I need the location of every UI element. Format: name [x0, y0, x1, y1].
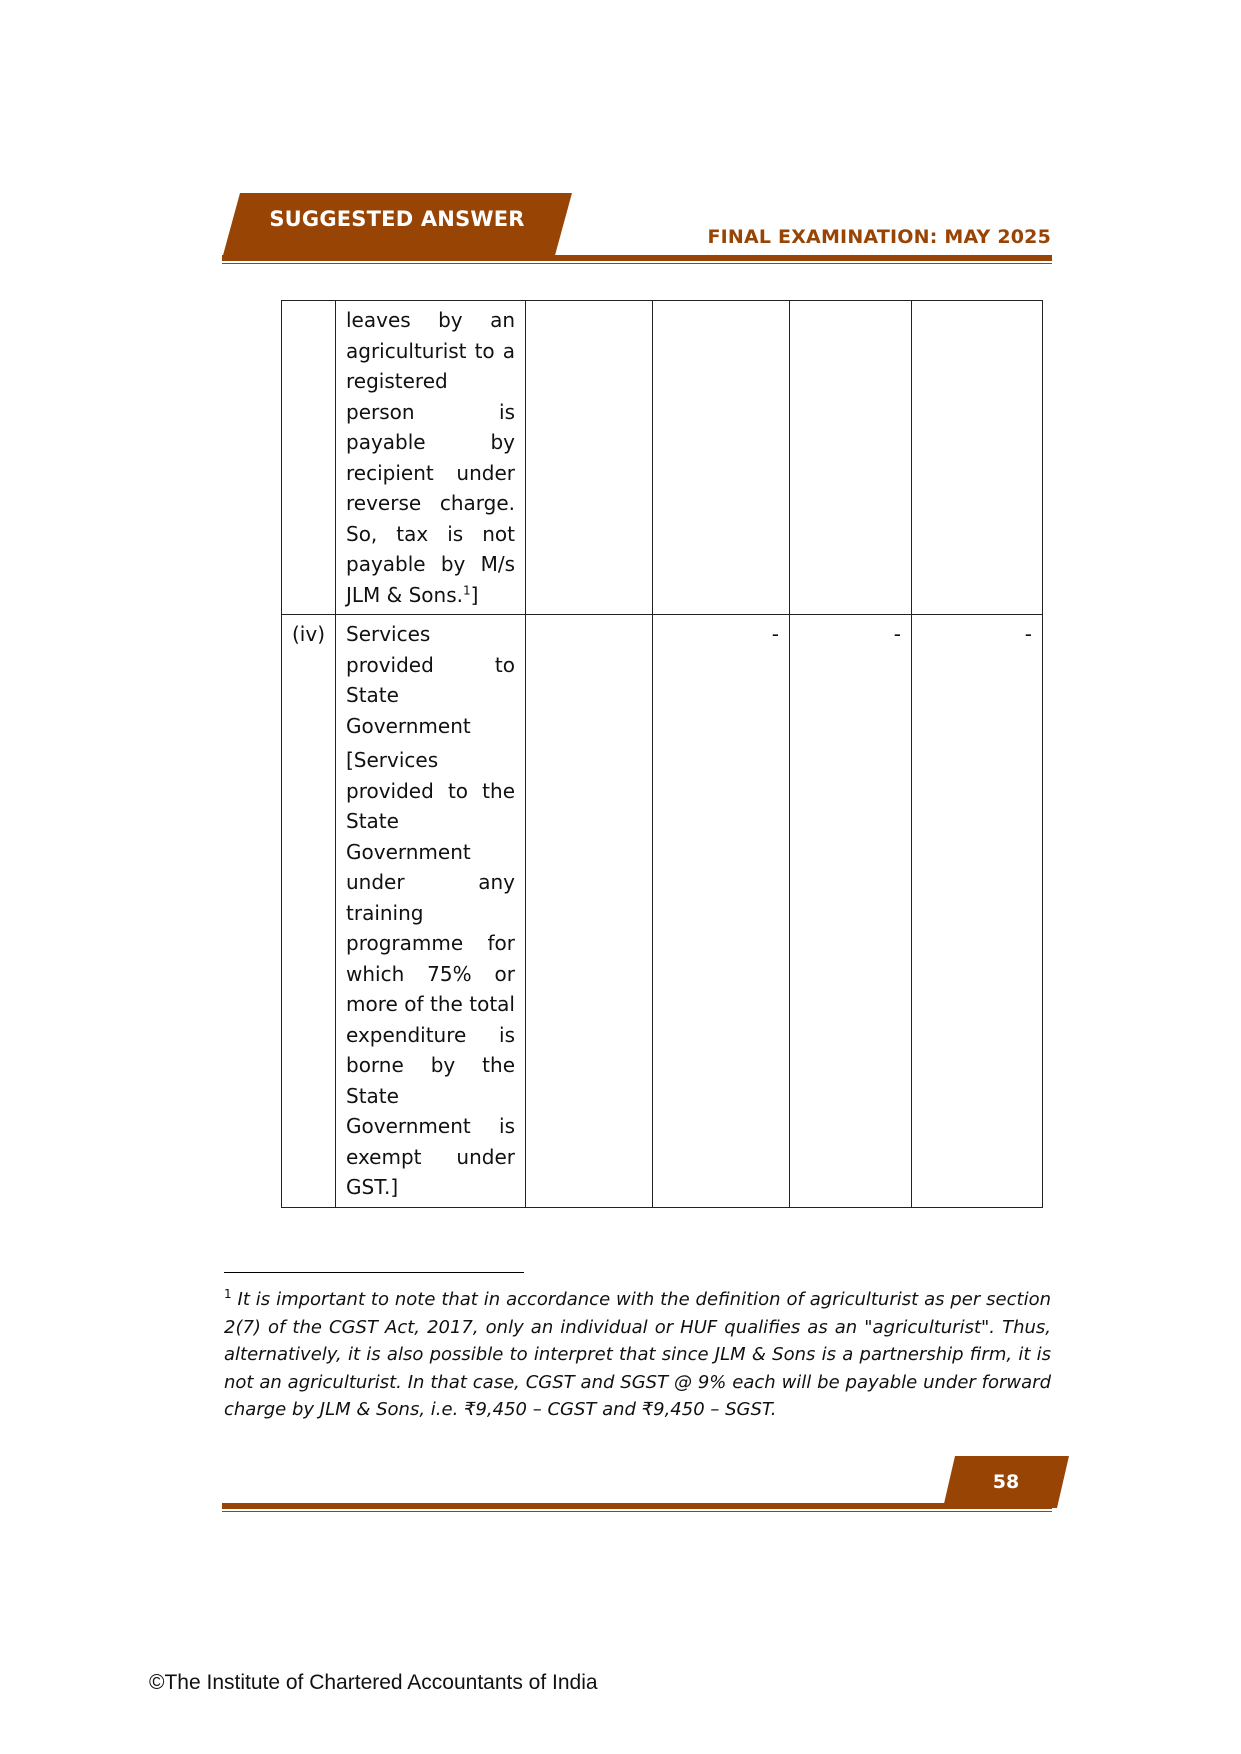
exam-title: FINAL EXAMINATION: MAY 2025	[707, 226, 1051, 248]
table-cell	[653, 301, 790, 615]
row-description	[336, 615, 526, 1208]
description-title: Services provided to State Government	[346, 622, 515, 738]
header-tab-label: SUGGESTED ANSWER	[269, 207, 525, 231]
row-number: (iv)	[282, 615, 336, 1208]
page-number: 58	[992, 1471, 1020, 1493]
table-row	[282, 615, 1043, 1208]
description-text: leaves by an agriculturist to a registered person is payable by recipient under reverse charge. So, tax is not payable by M/s JLM & Sons.	[346, 308, 515, 607]
footer-rule-thin	[222, 1511, 1052, 1512]
footer-rule-thick	[222, 1503, 1052, 1509]
row-number	[282, 301, 336, 615]
closing-bracket: ]	[470, 582, 479, 607]
table-cell	[790, 301, 912, 615]
footnote-separator	[224, 1272, 524, 1273]
table-cell	[526, 615, 653, 1208]
description-paragraph	[346, 305, 515, 610]
footnote-mark: 1	[224, 1287, 232, 1301]
copyright-notice: ©The Institute of Chartered Accountants of India	[149, 1671, 598, 1694]
header-rule-thin	[222, 263, 1052, 264]
table-row	[282, 301, 1043, 615]
table-cell	[526, 301, 653, 615]
table-cell: -	[790, 615, 912, 1208]
description-paragraph: [Services provided to the State Government under any training programme for which 75% or more of the total expenditure is borne by the State Government is exempt under GST.]	[346, 748, 515, 1199]
header-rule-thick	[222, 255, 1052, 261]
row-description	[336, 301, 526, 615]
table-cell: -	[653, 615, 790, 1208]
answer-table	[281, 300, 1043, 1208]
table-cell: -	[912, 615, 1043, 1208]
footnote-reference: 1	[463, 582, 471, 597]
footnote	[224, 1286, 1051, 1424]
footnote-text: It is important to note that in accordance with the definition of agriculturist as per section 2(7) of the CGST Act, 2017, only an individual or HUF qualifies as an "agriculturist". Thus, alternatively, it is also possible to interpret that since JLM & Sons is a partnership firm, it is not an agriculturist. In that case, CGST and SGST @ 9% each will be payable under forward charge by JLM & Sons, i.e. ₹9,450 – CGST and ₹9,450 – SGST.	[224, 1289, 1051, 1420]
table-cell	[912, 301, 1043, 615]
